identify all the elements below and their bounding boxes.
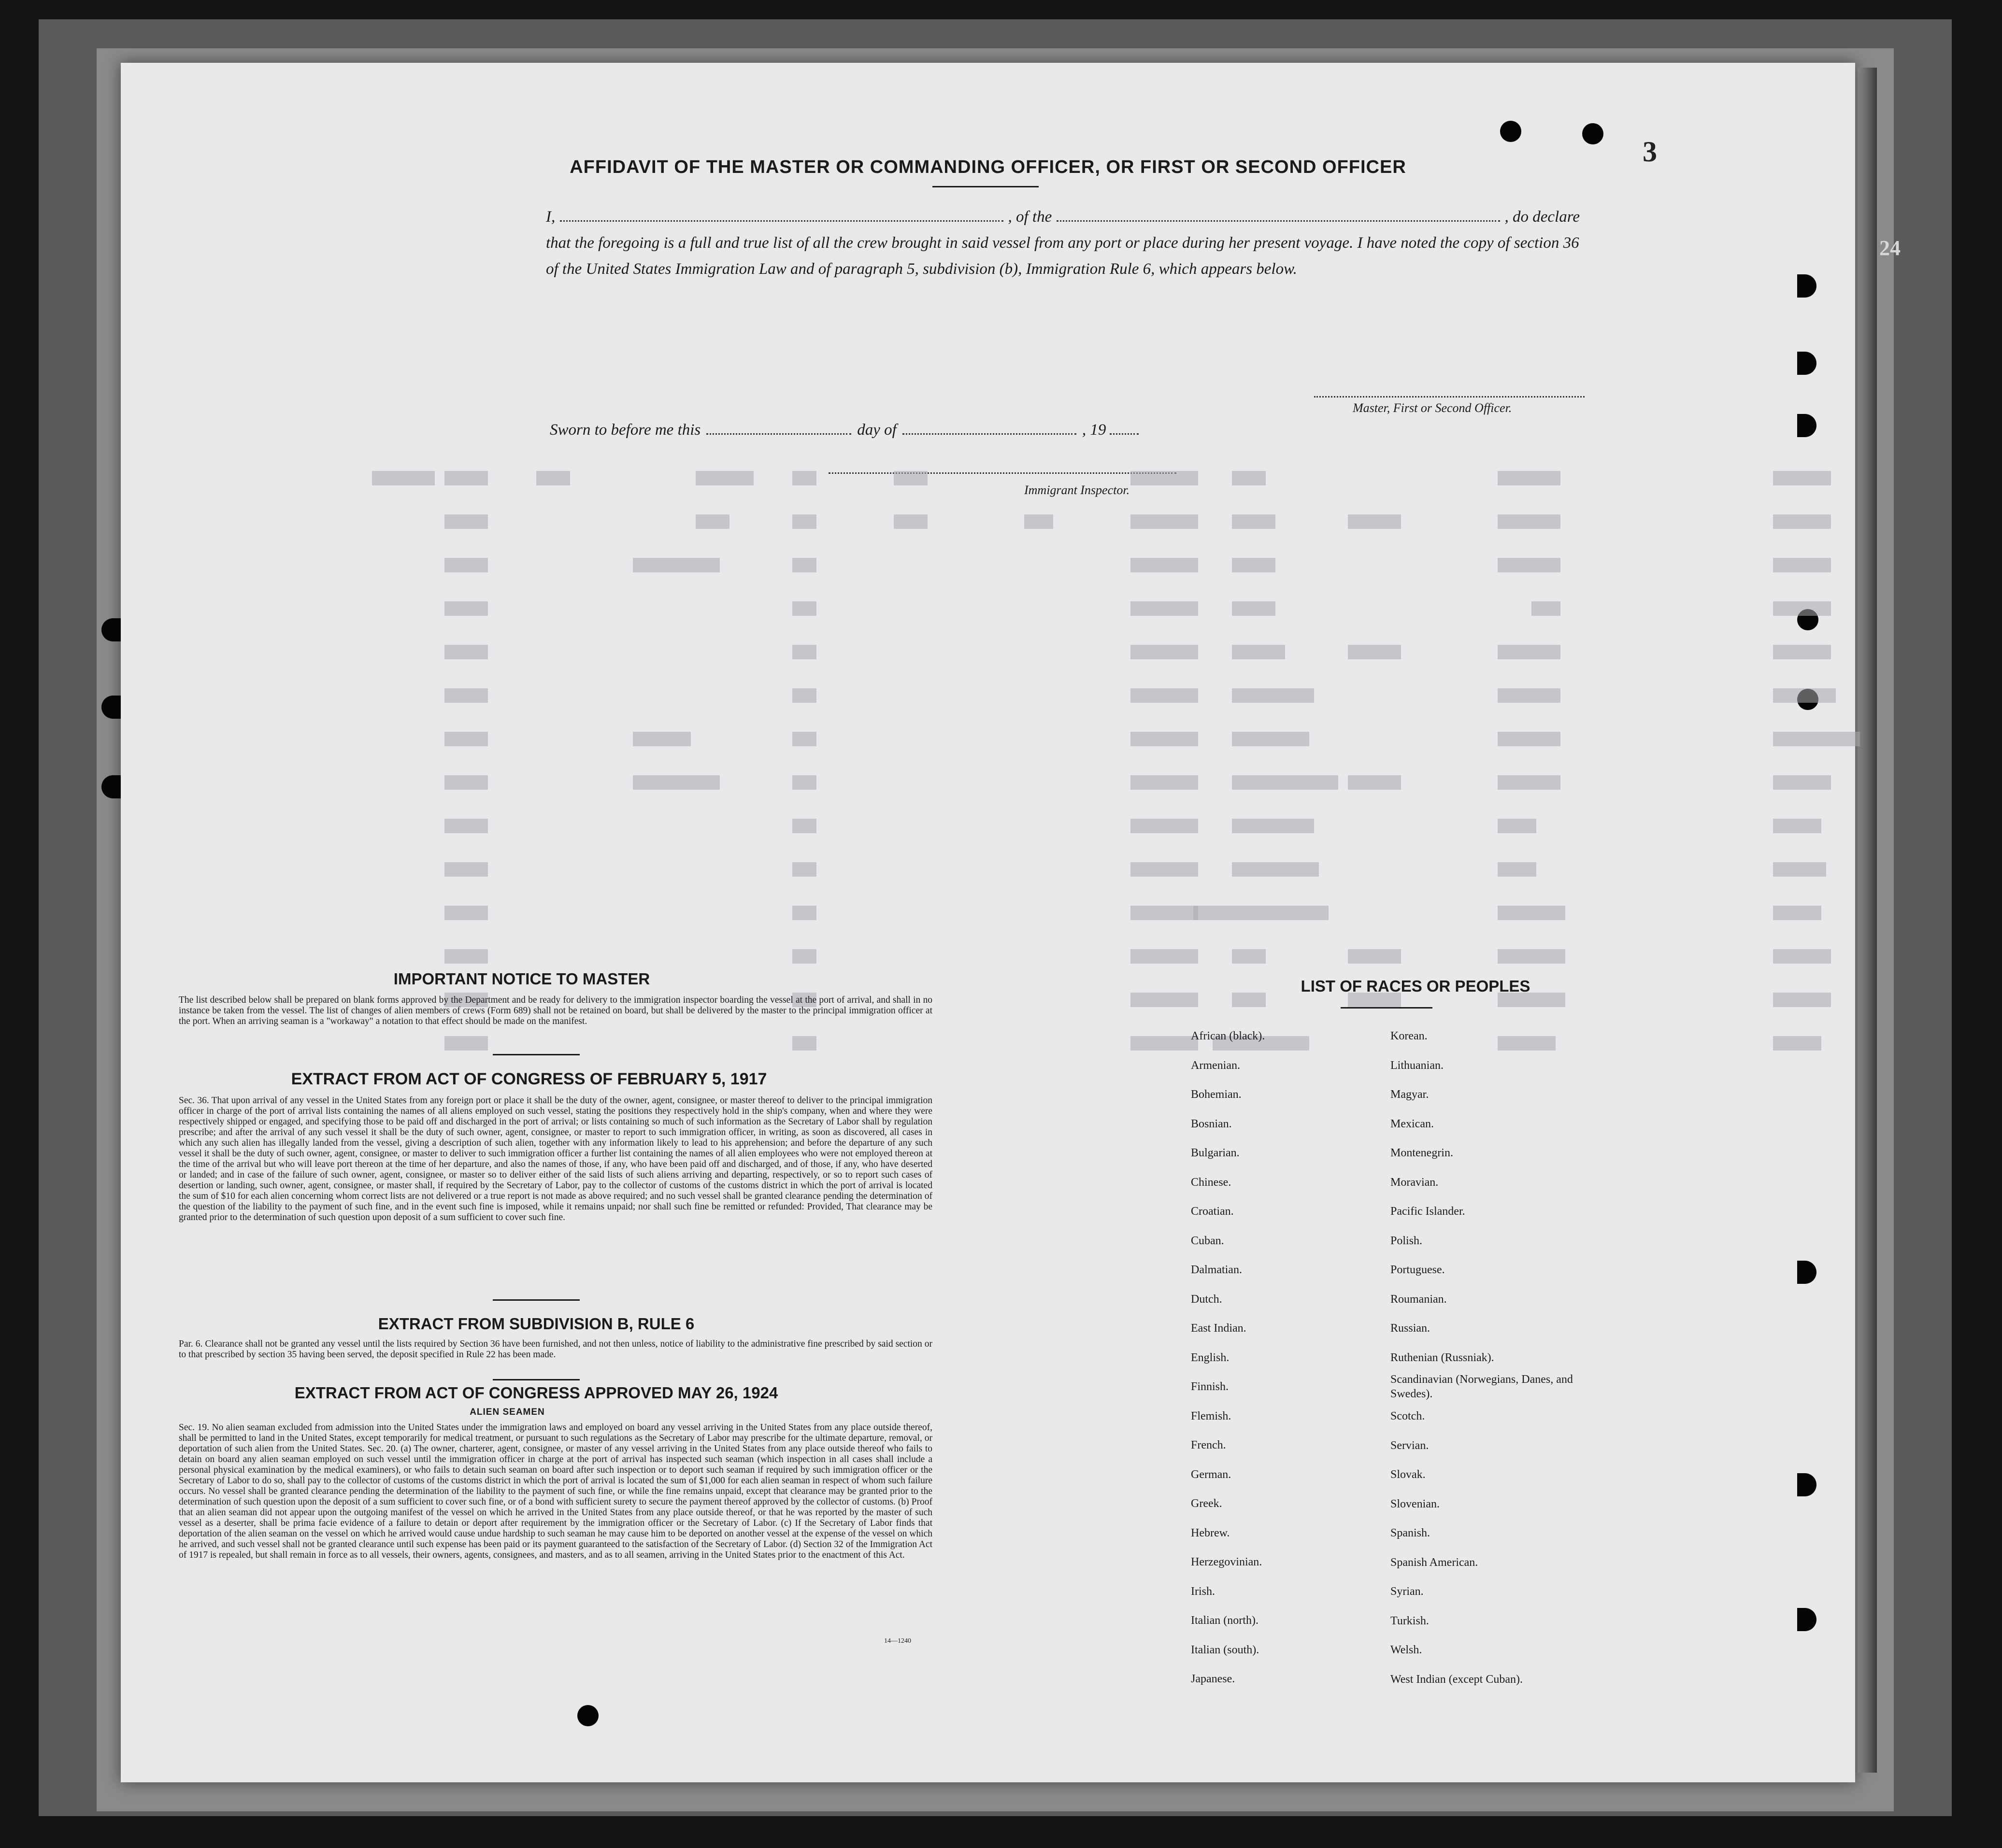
punch-hole <box>1500 121 1521 142</box>
race-item: Italian (south). <box>1191 1643 1259 1656</box>
race-item: Hebrew. <box>1191 1526 1230 1539</box>
punch-hole <box>1797 1473 1816 1496</box>
punch-hole <box>1582 123 1603 144</box>
sworn-day-field[interactable] <box>706 422 851 435</box>
race-item: Mexican. <box>1390 1117 1434 1130</box>
race-item: Montenegrin. <box>1390 1147 1453 1159</box>
bleed-row <box>372 645 1870 661</box>
declaration-body: that the foregoing is a full and true list of all the crew brought in said vessel from any port or place during her present voyage. I have noted the copy of section 36 of the United States Immigration Law and of paragraph 5, subdivision (b), Immigration Rule 6, which appears below. <box>546 234 1579 278</box>
signature-line <box>1314 396 1585 398</box>
signature-caption: Master, First or Second Officer. <box>1353 401 1512 415</box>
sworn-year-field[interactable] <box>1110 422 1139 435</box>
bleed-row <box>372 819 1870 835</box>
form-number: 14—1240 <box>884 1637 911 1645</box>
extract-1917-heading: EXTRACT FROM ACT OF CONGRESS OF FEBRUARY 5, 1917 <box>291 1070 767 1088</box>
vessel-field[interactable] <box>1057 207 1500 222</box>
extract-rule6-text: Par. 6. Clearance shall not be granted any vessel until the lists required by Section 36 have been furnished, and not then unless, notice of liability to the administrative fine prescribed by said section or to that prescribed by section 35 having been served, the deposit specified in Rule 22 has been made. <box>179 1339 932 1360</box>
section-rule <box>493 1299 580 1301</box>
decl-i: I, <box>546 208 556 226</box>
notice-heading: IMPORTANT NOTICE TO MASTER <box>393 970 650 988</box>
race-item: Bosnian. <box>1191 1117 1232 1130</box>
race-item: Japanese. <box>1191 1673 1235 1685</box>
section-rule <box>493 1379 580 1380</box>
race-item: Korean. <box>1390 1030 1428 1042</box>
extract-rule6-heading: EXTRACT FROM SUBDIVISION B, RULE 6 <box>378 1315 695 1333</box>
punch-hole <box>101 618 121 641</box>
race-item: Ruthenian (Russniak). <box>1390 1351 1494 1364</box>
affidavit-page <box>121 63 1855 1782</box>
affidavit-title: AFFIDAVIT OF THE MASTER OR COMMANDING OFFICER, OR FIRST OR SECOND OFFICER <box>570 157 1406 177</box>
punch-hole <box>101 696 121 719</box>
extract-1924-subheading: ALIEN SEAMEN <box>470 1407 545 1417</box>
race-item: Flemish. <box>1191 1409 1231 1422</box>
race-item: Herzegovinian. <box>1191 1556 1262 1568</box>
race-item: German. <box>1191 1468 1231 1481</box>
race-item: Roumanian. <box>1390 1293 1447 1306</box>
race-item: Welsh. <box>1390 1644 1422 1656</box>
bleed-row <box>372 601 1870 618</box>
race-item: Finnish. <box>1191 1380 1229 1393</box>
race-item: Polish. <box>1390 1234 1423 1247</box>
race-item: Greek. <box>1191 1497 1222 1510</box>
race-item: Dalmatian. <box>1191 1264 1242 1276</box>
race-item: Slovenian. <box>1390 1497 1440 1510</box>
race-item: Italian (north). <box>1191 1614 1258 1627</box>
decl-of-the: , of the <box>1008 208 1052 226</box>
sworn-prefix: Sworn to before me this <box>550 421 701 439</box>
punch-hole <box>1797 274 1816 298</box>
bleed-row <box>372 514 1870 531</box>
race-item: Chinese. <box>1191 1176 1231 1189</box>
sworn-line <box>550 421 1299 439</box>
race-item: Armenian. <box>1191 1059 1240 1072</box>
race-item: Lithuanian. <box>1390 1059 1444 1072</box>
races-right-column <box>1390 1022 1690 1694</box>
sworn-year: , 19 <box>1082 421 1106 439</box>
bleed-row <box>372 558 1870 574</box>
bleed-row <box>372 471 1870 487</box>
race-item: Scandinavian (Norwegians, Danes, and Swedes). <box>1390 1373 1573 1400</box>
extract-1924-heading: EXTRACT FROM ACT OF CONGRESS APPROVED MAY 26, 1924 <box>294 1384 778 1402</box>
race-item: East Indian. <box>1191 1322 1246 1335</box>
race-item: Pacific Islander. <box>1390 1205 1465 1218</box>
race-item: Slovak. <box>1390 1468 1426 1481</box>
punch-hole <box>101 775 121 798</box>
races-rule <box>1341 1007 1432 1009</box>
race-item: Spanish American. <box>1390 1556 1478 1569</box>
race-item: Moravian. <box>1390 1176 1439 1189</box>
race-item: Dutch. <box>1191 1293 1222 1306</box>
punch-hole <box>1797 414 1816 437</box>
sheet-number: 24 <box>1879 236 1901 260</box>
bleed-row <box>372 906 1870 922</box>
decl-do-declare: , do declare <box>1504 208 1580 226</box>
punch-hole <box>1797 352 1816 375</box>
race-item: Cuban. <box>1191 1234 1224 1247</box>
punch-hole <box>1797 1608 1816 1631</box>
race-item: Syrian. <box>1390 1585 1424 1598</box>
race-item: West Indian (except Cuban). <box>1390 1673 1523 1686</box>
punch-hole <box>1797 1261 1816 1284</box>
race-item: French. <box>1191 1439 1226 1451</box>
race-item: Magyar. <box>1390 1088 1429 1101</box>
race-item: Turkish. <box>1390 1614 1429 1627</box>
race-item: Portuguese. <box>1390 1264 1445 1276</box>
extract-1917-text: Sec. 36. That upon arrival of any vessel in the United States from any foreign port or place it shall be the duty of the owner, agent, consignee, or master thereof to deliver to the principal immigration officer in charge of the port of arrival lists containing the names of all aliens employed on such vessel, stating the positions they respectively hold in the ship's company, when and where they were respectively shipped or engaged, and specifying those to be paid off and discharged in the port of arrival; or lists containing so much of such information as the Secretary of Labor shall by regulation prescribe; and after the arrival of any such vessel it shall be the duty of such owner, agent, consignee, or master to report to such immigration officer, in writing, as soon as discovered, all cases in which any such alien has illegally landed from the vessel, giving a description of such alien, together with any information likely to lead to his apprehension; and before the departure of any such vessel it shall be the duty of such owner, agent, consignee, or master to deliver to such immigration officer a further list containing the names of all alien employees who were not employed thereon at the time of the arrival but who will leave port thereon at the time of her departure, and also the names of those, if any, who have been paid off and discharged, and of those, if any, who have deserted or landed; and in case of the failure of such owner, agent, consignee, or master so to deliver either of the said lists of such aliens arriving and departing, respectively, or so to report such cases of desertion or landing, such owner, agent, consignee, or master shall, if required by the Secretary of Labor, pay to the collector of customs of the customs district in which the port of arrival is located the sum of $10 for each alien concerning whom correct lists are not delivered or a true report is not made as above required; and no such vessel shall be granted clearance pending the determination of the question of the liability to the payment of such fine, and in the event such fine is imposed, while it remains unpaid; nor shall such fine be remitted or refunded: Provided, That clearance may be granted prior to the determination of such question upon deposit of a sum sufficient to cover such fine. <box>179 1095 932 1223</box>
race-item: Russian. <box>1390 1322 1430 1335</box>
bleed-row <box>372 862 1870 879</box>
bleed-row <box>372 732 1870 748</box>
races-heading: LIST OF RACES OR PEOPLES <box>1301 977 1530 995</box>
race-item: Bulgarian. <box>1191 1147 1240 1159</box>
race-item: African (black). <box>1191 1030 1265 1042</box>
section-rule <box>493 1054 580 1055</box>
bleed-row <box>372 688 1870 705</box>
inspector-caption: Immigrant Inspector. <box>1024 483 1130 497</box>
race-item: Croatian. <box>1191 1205 1234 1218</box>
bleed-row <box>372 949 1870 966</box>
race-item: Scotch. <box>1390 1410 1425 1422</box>
notice-text: The list described below shall be prepared on blank forms approved by the Department and be ready for delivery to the immigration inspector boarding the vessel at the port of arrival, and shall in no instance be taken from the vessel. The list of changes of alien members of crews (Form 689) shall not be retained on board, but shall be delivered by the master to the principal immigration officer at the port. When an arriving seaman is a "workaway" a notation to that effect should be made on the manifest. <box>179 995 932 1026</box>
race-item: Spanish. <box>1390 1527 1430 1539</box>
name-field[interactable] <box>560 207 1003 222</box>
race-item: English. <box>1191 1351 1230 1364</box>
sworn-day-of: day of <box>857 421 897 439</box>
title-rule <box>932 186 1039 187</box>
race-item: Bohemian. <box>1191 1088 1242 1101</box>
races-left-column <box>1191 1022 1394 1694</box>
declaration <box>546 204 1580 282</box>
punch-hole <box>577 1705 599 1726</box>
sworn-month-field[interactable] <box>902 422 1076 435</box>
bleed-row <box>372 775 1870 792</box>
extract-1924-text: Sec. 19. No alien seaman excluded from admission into the United States under the immigration laws and employed on board any vessel arriving in the United States from any place outside thereof, shall be permitted to land in the United States, except temporarily for medical treatment, or pursuant to such regulations as the Secretary of Labor may prescribe for the ultimate departure, removal, or deportation of such alien from the United States. Sec. 20. (a) The owner, charterer, agent, consignee, or master of any vessel arriving in the United States from any place outside thereof who fails to detain on board any alien seaman employed on such vessel until the immigration officer in charge at the port of arrival has inspected such seaman (which inspection in all cases shall include a personal physical examination by the medical examiners), or who fails to detain such seaman on board after such inspection or to deport such seaman if required by such immigration officer or the Secretary of Labor to do so, shall pay to the collector of customs of the customs district in which the port of arrival is located the sum of $1,000 for each alien seaman in respect of whom such failure occurs. No vessel shall be granted clearance pending the determination of the liability to the payment of such fine, or while the fine remains unpaid, except that clearance may be granted prior to the determination of such question upon the deposit of a sum sufficient to cover such fine, or of a bond with sufficient surety to secure the payment thereof approved by the collector of customs. (b) Proof that an alien seaman did not appear upon the outgoing manifest of the vessel on which he arrived in the United States from any place outside thereof, or that he was reported by the master of such vessel as a deserter, shall be prima facie evidence of a failure to detain or deport after requirement by the immigration officer or the Secretary of Labor. (c) If the Secretary of Labor finds that deportation of the alien seaman on the vessel on which he arrived would cause undue hardship to such seaman he may cause him to be deported on another vessel at the expense of the vessel on which he arrived, and such vessel shall not be granted clearance until such expense has been paid or its payment guaranteed to the satisfaction of the Secretary of Labor. (d) Section 32 of the Immigration Act of 1917 is repealed, but shall remain in force as to all vessels, their owners, agents, consignees, and masters, and as to all seamen, arriving in the United States prior to the enactment of this Act. <box>179 1422 932 1560</box>
corner-mark: 3 <box>1643 136 1657 168</box>
race-item: Servian. <box>1390 1439 1429 1452</box>
race-item: Irish. <box>1191 1585 1215 1598</box>
